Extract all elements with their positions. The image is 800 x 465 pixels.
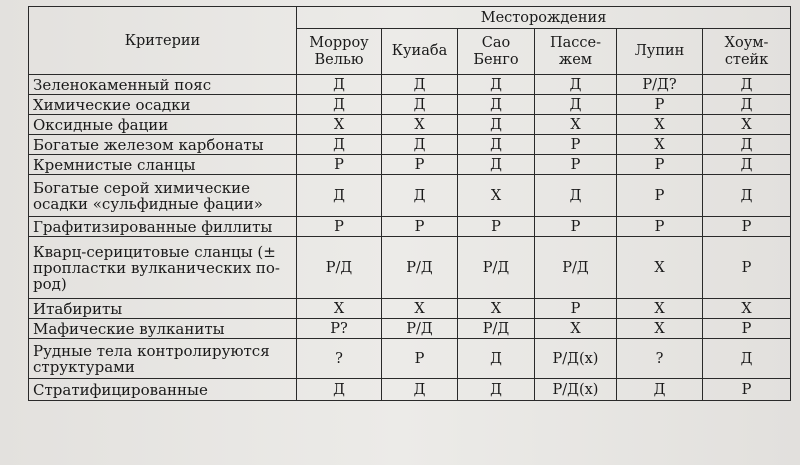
value-cell: Х	[617, 299, 703, 319]
value-cell: Х	[535, 319, 617, 339]
criterion-cell	[29, 175, 297, 217]
criterion-line: структурами	[33, 357, 135, 376]
deposit-header-line: Велью	[314, 51, 364, 68]
criterion-line: Кремнистые сланцы	[33, 155, 196, 174]
value-cell: Р	[535, 299, 617, 319]
value-cell: Х	[703, 299, 791, 319]
deposits-header: Месторождения	[297, 7, 791, 29]
value-cell: Д	[297, 175, 382, 217]
criterion-line: Графитизированные филлиты	[33, 217, 273, 236]
criterion-line: Мафические вулканиты	[33, 319, 225, 338]
table-row	[29, 339, 791, 379]
value-cell: Д	[703, 75, 791, 95]
value-cell: Д	[703, 339, 791, 379]
table-row	[29, 135, 791, 155]
table-row	[29, 115, 791, 135]
deposit-header-line: стейк	[724, 51, 769, 68]
value-cell: Д	[535, 75, 617, 95]
value-cell: Р/Д	[382, 237, 458, 299]
criterion-line: Богатые железом карбонаты	[33, 135, 264, 154]
value-cell: Д	[297, 75, 382, 95]
value-cell: Д	[703, 95, 791, 115]
value-cell: Х	[458, 175, 535, 217]
value-cell: Р	[617, 175, 703, 217]
value-cell: Х	[297, 299, 382, 319]
value-cell: Р	[617, 155, 703, 175]
criterion-cell	[29, 237, 297, 299]
table-row	[29, 95, 791, 115]
table-row	[29, 155, 791, 175]
criteria-header: Критерии	[29, 7, 297, 75]
value-cell: Р	[535, 217, 617, 237]
value-cell: Д	[703, 155, 791, 175]
criterion-line: осадки «сульфидные фации»	[33, 194, 263, 213]
criterion-cell	[29, 115, 297, 135]
value-cell: Р/Д(x)	[535, 379, 617, 401]
value-cell: Р	[703, 379, 791, 401]
value-cell: Х	[458, 299, 535, 319]
value-cell: Р	[535, 155, 617, 175]
value-cell: Р/Д	[535, 237, 617, 299]
value-cell: Р	[703, 319, 791, 339]
deposit-header-line: Лупин	[634, 43, 685, 59]
criterion-line: Химические осадки	[33, 95, 191, 114]
criterion-line: Стратифицированные	[33, 380, 208, 399]
table-row	[29, 299, 791, 319]
value-cell: Р	[617, 95, 703, 115]
value-cell: Р	[458, 217, 535, 237]
value-cell: Х	[297, 115, 382, 135]
value-cell: Р/Д	[458, 237, 535, 299]
value-cell: Д	[382, 379, 458, 401]
value-cell: Д	[297, 95, 382, 115]
deposit-header	[297, 29, 382, 75]
deposit-header	[617, 29, 703, 75]
header-row-1	[29, 7, 791, 29]
deposit-header-line: Пассе-	[549, 34, 601, 51]
value-cell: Х	[617, 237, 703, 299]
deposit-header	[535, 29, 617, 75]
deposit-header	[382, 29, 458, 75]
deposit-criteria-table	[28, 6, 791, 401]
criterion-cell	[29, 217, 297, 237]
value-cell: Д	[617, 379, 703, 401]
value-cell: Д	[297, 379, 382, 401]
table-body	[29, 75, 791, 401]
value-cell: Х	[617, 319, 703, 339]
value-cell: Р	[382, 339, 458, 379]
table-row	[29, 217, 791, 237]
value-cell: Р?	[297, 319, 382, 339]
criterion-cell	[29, 379, 297, 401]
criterion-cell	[29, 339, 297, 379]
criterion-line: Кварц-серицитовые сланцы (±	[33, 242, 276, 261]
criterion-line: пропластки вулканических по-	[33, 258, 280, 277]
criterion-cell	[29, 155, 297, 175]
value-cell: Д	[535, 95, 617, 115]
value-cell: Д	[458, 339, 535, 379]
value-cell: Д	[382, 75, 458, 95]
criterion-cell	[29, 75, 297, 95]
value-cell: Р/Д(x)	[535, 339, 617, 379]
value-cell: Д	[382, 135, 458, 155]
deposit-header-line: Сао	[481, 34, 511, 51]
value-cell: Д	[458, 379, 535, 401]
value-cell: Д	[703, 175, 791, 217]
value-cell: ?	[617, 339, 703, 379]
value-cell: Р	[703, 217, 791, 237]
criterion-cell	[29, 95, 297, 115]
criterion-cell	[29, 135, 297, 155]
value-cell: Р/Д?	[617, 75, 703, 95]
value-cell: Р	[297, 155, 382, 175]
table-row	[29, 237, 791, 299]
deposit-header-line: Бенго	[473, 51, 519, 68]
deposit-header	[458, 29, 535, 75]
value-cell: Р/Д	[297, 237, 382, 299]
deposit-header	[703, 29, 791, 75]
deposit-header-line: жем	[558, 51, 593, 68]
criterion-cell	[29, 299, 297, 319]
value-cell: Р	[617, 217, 703, 237]
table-row	[29, 319, 791, 339]
deposit-header-line: Морроу	[309, 34, 369, 51]
criterion-line: Рудные тела контролируются	[33, 341, 270, 360]
value-cell: Р/Д	[382, 319, 458, 339]
criterion-line: Зеленокаменный пояс	[33, 75, 212, 94]
value-cell: Д	[535, 175, 617, 217]
deposit-header-line: Хоум-	[724, 34, 769, 51]
value-cell: ?	[297, 339, 382, 379]
value-cell: Д	[297, 135, 382, 155]
value-cell: Х	[617, 115, 703, 135]
value-cell: Х	[617, 135, 703, 155]
criterion-line: род)	[33, 274, 67, 293]
table-row	[29, 75, 791, 95]
table-row	[29, 175, 791, 217]
value-cell: Д	[703, 135, 791, 155]
value-cell: Х	[703, 115, 791, 135]
value-cell: Д	[458, 95, 535, 115]
value-cell: Х	[382, 299, 458, 319]
value-cell: Д	[382, 175, 458, 217]
value-cell: Д	[458, 75, 535, 95]
deposit-header-line: Куиаба	[391, 43, 448, 59]
value-cell: Д	[382, 95, 458, 115]
table-row	[29, 379, 791, 401]
criterion-line: Итабириты	[33, 299, 123, 318]
value-cell: Д	[458, 115, 535, 135]
criterion-line: Богатые серой химические	[33, 178, 250, 197]
value-cell: Р	[703, 237, 791, 299]
criterion-line: Оксидные фации	[33, 115, 169, 134]
value-cell: Р	[535, 135, 617, 155]
value-cell: Х	[535, 115, 617, 135]
value-cell: Д	[458, 135, 535, 155]
criterion-cell	[29, 319, 297, 339]
value-cell: Р/Д	[458, 319, 535, 339]
value-cell: Р	[297, 217, 382, 237]
value-cell: Р	[382, 155, 458, 175]
value-cell: Р	[382, 217, 458, 237]
value-cell: Х	[382, 115, 458, 135]
value-cell: Д	[458, 155, 535, 175]
